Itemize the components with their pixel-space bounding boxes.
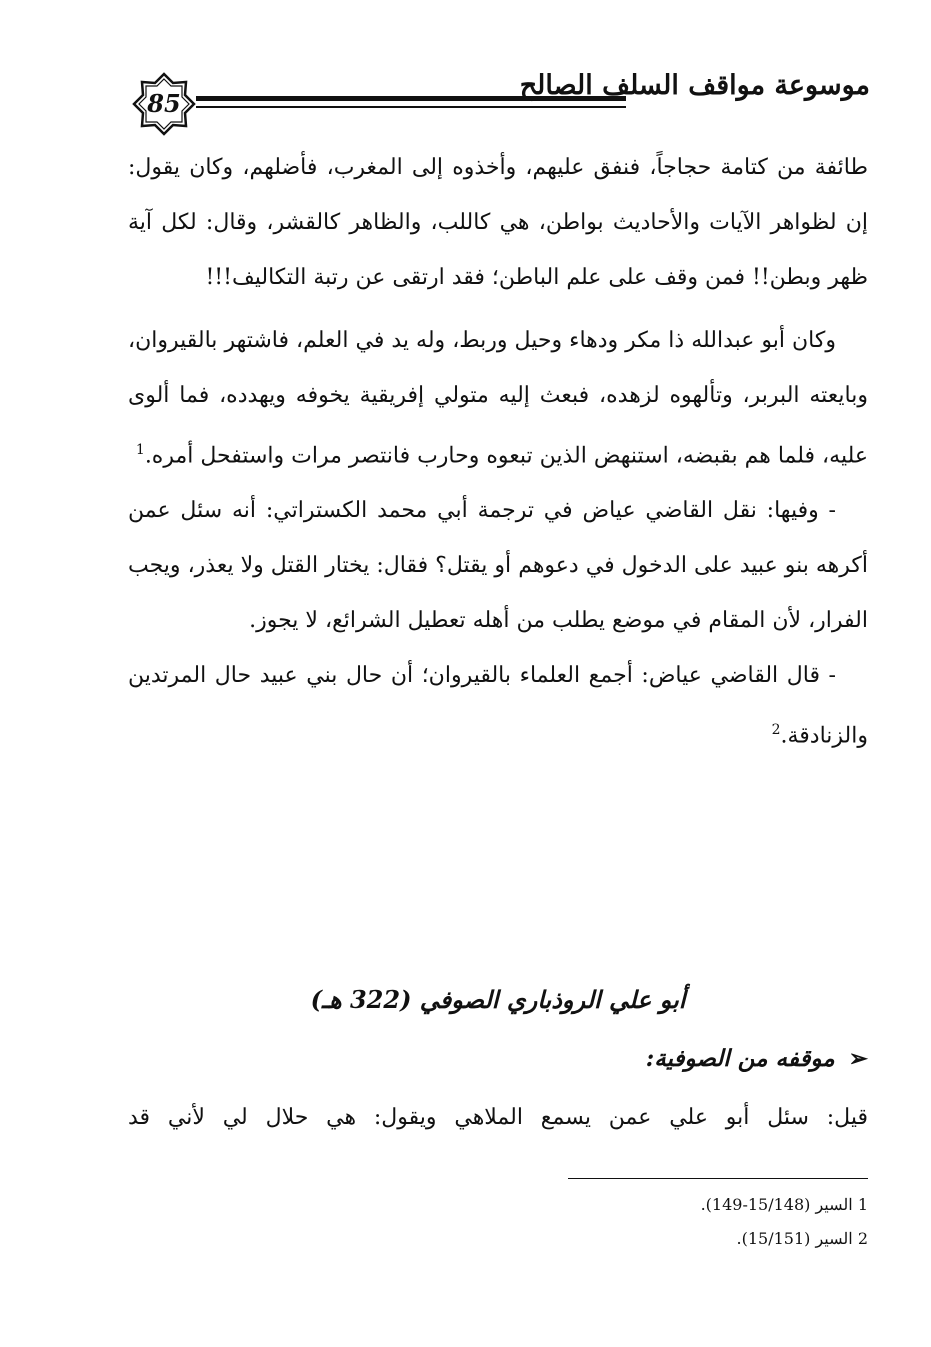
page-header (120, 68, 870, 138)
series-title: موسوعة مواقف السلف الصالح (519, 70, 870, 101)
paragraph-4-text: - قال القاضي عياض: أجمع العلماء بالقيروان؛ أن حال بني عبيد حال المرتدين والزنادقة. (128, 663, 868, 749)
footnote-divider (568, 1178, 868, 1179)
section-first-line: قيل: سئل أبو علي عمن يسمع الملاهي ويقول: هي حلال لي لأني قد (128, 1105, 868, 1130)
section-heading: أبو علي الروذباري الصوفي (322 هـ) (310, 985, 686, 1014)
subheading-text: موقفه من الصوفية: (645, 1045, 835, 1072)
footnote-ref-1: 1 (135, 442, 145, 458)
paragraph-2 (128, 313, 868, 483)
section-subheading (128, 1045, 868, 1072)
page-number: 85 (147, 89, 181, 118)
page-number-badge (132, 72, 196, 136)
paragraph-4 (128, 648, 868, 763)
footnote-ref-2: 2 (771, 722, 781, 739)
footnote-2: 2 السير (15/151). (736, 1229, 868, 1248)
footnote-1: 1 السير (15/148-149). (700, 1195, 868, 1214)
paragraph-1: طائفة من كتامة حجاجاً، فنفق عليهم، وأخذوه إلى المغرب، فأضلهم، وكان يقول: إن لظواهر الآيات والأحاديث بواطن، هي كاللب، والظاهر كالقشر، وقال: لكل آية ظهر وبطن!! فمن وقف على علم الباطن؛ فقد ارتقى عن رتبة التكاليف!!! (128, 155, 868, 290)
footnotes (568, 1188, 868, 1256)
paragraph-2-text: وكان أبو عبدالله ذا مكر ودهاء وحيل وربط، وله يد في العلم، فاشتهر بالقيروان، وبايعته البربر، وتألهوه لزهده، فبعث إليه متولي إفريقية يخوفه ويهدده، فما ألوى عليه، فلما هم بقبضه، استنهض الذين تبعوه وحارب فانتصر مرات واستفحل أمره. (128, 328, 868, 469)
arrow-bullet-icon: ➢ (848, 1045, 868, 1072)
header-rule-thin (196, 106, 626, 108)
paragraph-3: - وفيها: نقل القاضي عياض في ترجمة أبي محمد الكستراتي: أنه سئل عمن أكرهه بنو عبيد على الدخول في دعوهم أو يقتل؟ فقال: يختار القتل ولا يعذر، ويجب الفرار، لأن المقام في موضع يطلب من أهله تعطيل الشرائع، لا يجوز. (128, 498, 868, 634)
body-text (128, 140, 868, 764)
